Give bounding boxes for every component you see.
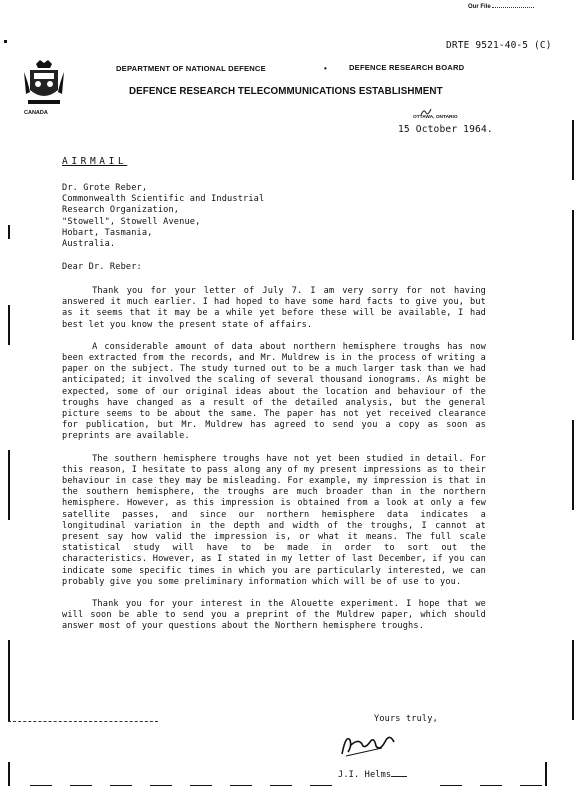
scan-margin-mark bbox=[8, 762, 10, 786]
scan-bottom-dash bbox=[30, 785, 52, 786]
recipient-line: "Stowell", Stowell Avenue, bbox=[62, 216, 201, 227]
scan-dot bbox=[4, 40, 7, 43]
scan-bottom-dash bbox=[110, 785, 132, 786]
scan-margin-mark bbox=[572, 640, 574, 720]
board-name: DEFENCE RESEARCH BOARD bbox=[349, 63, 465, 72]
body-paragraph: Thank you for your interest in the Alouette experiment. I hope that we will soon be able to send you a preprint of the Muldrew paper, which should answer most of your questions about the Northern hemisphere troughs. bbox=[62, 599, 486, 632]
department-name: DEPARTMENT OF NATIONAL DEFENCE bbox=[116, 64, 266, 73]
scan-margin-mark bbox=[572, 120, 574, 180]
closing: Yours truly, bbox=[374, 714, 438, 724]
header-bullet: • bbox=[324, 64, 327, 73]
recipient-line: Dr. Grote Reber, bbox=[62, 183, 148, 193]
recipient-line: Research Organization, bbox=[62, 205, 180, 216]
scan-margin-mark bbox=[572, 210, 574, 340]
file-reference: DRTE 9521-40-5 (C) bbox=[446, 40, 552, 51]
body-paragraph: Thank you for your letter of July 7. I am very sorry for not having answered it much earlier. I had hoped to have some hard facts to give you, but as it seems that it may be a while yet before these will be available, I had best let you know the present state of affairs. bbox=[62, 286, 486, 330]
salutation: Dear Dr. Reber: bbox=[62, 262, 142, 272]
signer-name: J.I. Helms bbox=[338, 770, 407, 781]
signature bbox=[336, 728, 406, 760]
scan-fold-line bbox=[8, 721, 158, 722]
scan-bottom-dash bbox=[150, 785, 172, 786]
scan-bottom-dash bbox=[440, 785, 462, 786]
body-paragraph: The southern hemisphere troughs have not yet been studied in detail. For this reason, I hesitate to pass along any of my present impressions as to their behaviour in case they may be misleading. For example, my impression is that in the southern hemisphere, the troughs are much broader than in the northern hemisphere. However, as this impression is obtained from a look at only a few satellite passes, and since our northern hemisphere data indicates a longitudinal variation in the depth and width of the troughs, I cannot at present say how valid the impression is, or what it means. The full scale statistical study will have to be made in order to sort out the characteristics. However, as I stated in my letter of last December, if you can indicate some specific times in which you are particularly interested, we can probably give you some preliminary information which will be of use to you. bbox=[62, 453, 486, 587]
letter-date: 15 October 1964. bbox=[398, 124, 493, 135]
scan-bottom-dash bbox=[70, 785, 92, 786]
handwritten-mark bbox=[418, 104, 434, 114]
scan-margin-mark bbox=[8, 305, 10, 345]
establishment-name: DEFENCE RESEARCH TELECOMMUNICATIONS ESTABLISHMENT bbox=[129, 86, 443, 97]
recipient-address bbox=[62, 183, 362, 250]
scan-bottom-dash bbox=[480, 785, 502, 786]
scan-bottom-dash bbox=[310, 785, 332, 786]
airmail-label: AIRMAIL bbox=[62, 156, 128, 167]
scan-bottom-dash bbox=[270, 785, 292, 786]
scan-margin-mark bbox=[545, 762, 547, 786]
scan-bottom-dash bbox=[520, 785, 542, 786]
recipient-line: Australia. bbox=[62, 239, 116, 250]
scan-bottom-dash bbox=[190, 785, 212, 786]
scan-margin-mark bbox=[8, 640, 10, 722]
letter-body bbox=[62, 286, 486, 633]
recipient-line: Hobart, Tasmania, bbox=[62, 227, 153, 238]
scan-margin-mark bbox=[572, 420, 574, 510]
scan-bottom-dash bbox=[230, 785, 252, 786]
body-paragraph: A considerable amount of data about northern hemisphere troughs has now been extracted from the records, and Mr. Muldrew is in the process of writing a paper on the subject. The study turned out to be a much larger task than we had anticipated; it involved the scaling of several thousand ionograms. As might be expected, some of our original ideas about the location and behaviour of the troughs have changed as a result of the detailed analysis, but the general picture seems to be about the same. The paper has not yet received clearance for publication, but Mr. Muldrew has agreed to send you a copy as soon as preprints are available. bbox=[62, 341, 486, 442]
file-label: Our File bbox=[468, 4, 534, 10]
canada-crest-icon bbox=[22, 58, 66, 110]
scan-margin-mark bbox=[8, 450, 10, 520]
location: OTTAWA, ONTARIO bbox=[413, 115, 458, 120]
crest-caption: CANADA bbox=[24, 110, 48, 116]
recipient-line: Commonwealth Scientific and Industrial bbox=[62, 194, 265, 205]
scan-margin-mark bbox=[8, 225, 10, 239]
